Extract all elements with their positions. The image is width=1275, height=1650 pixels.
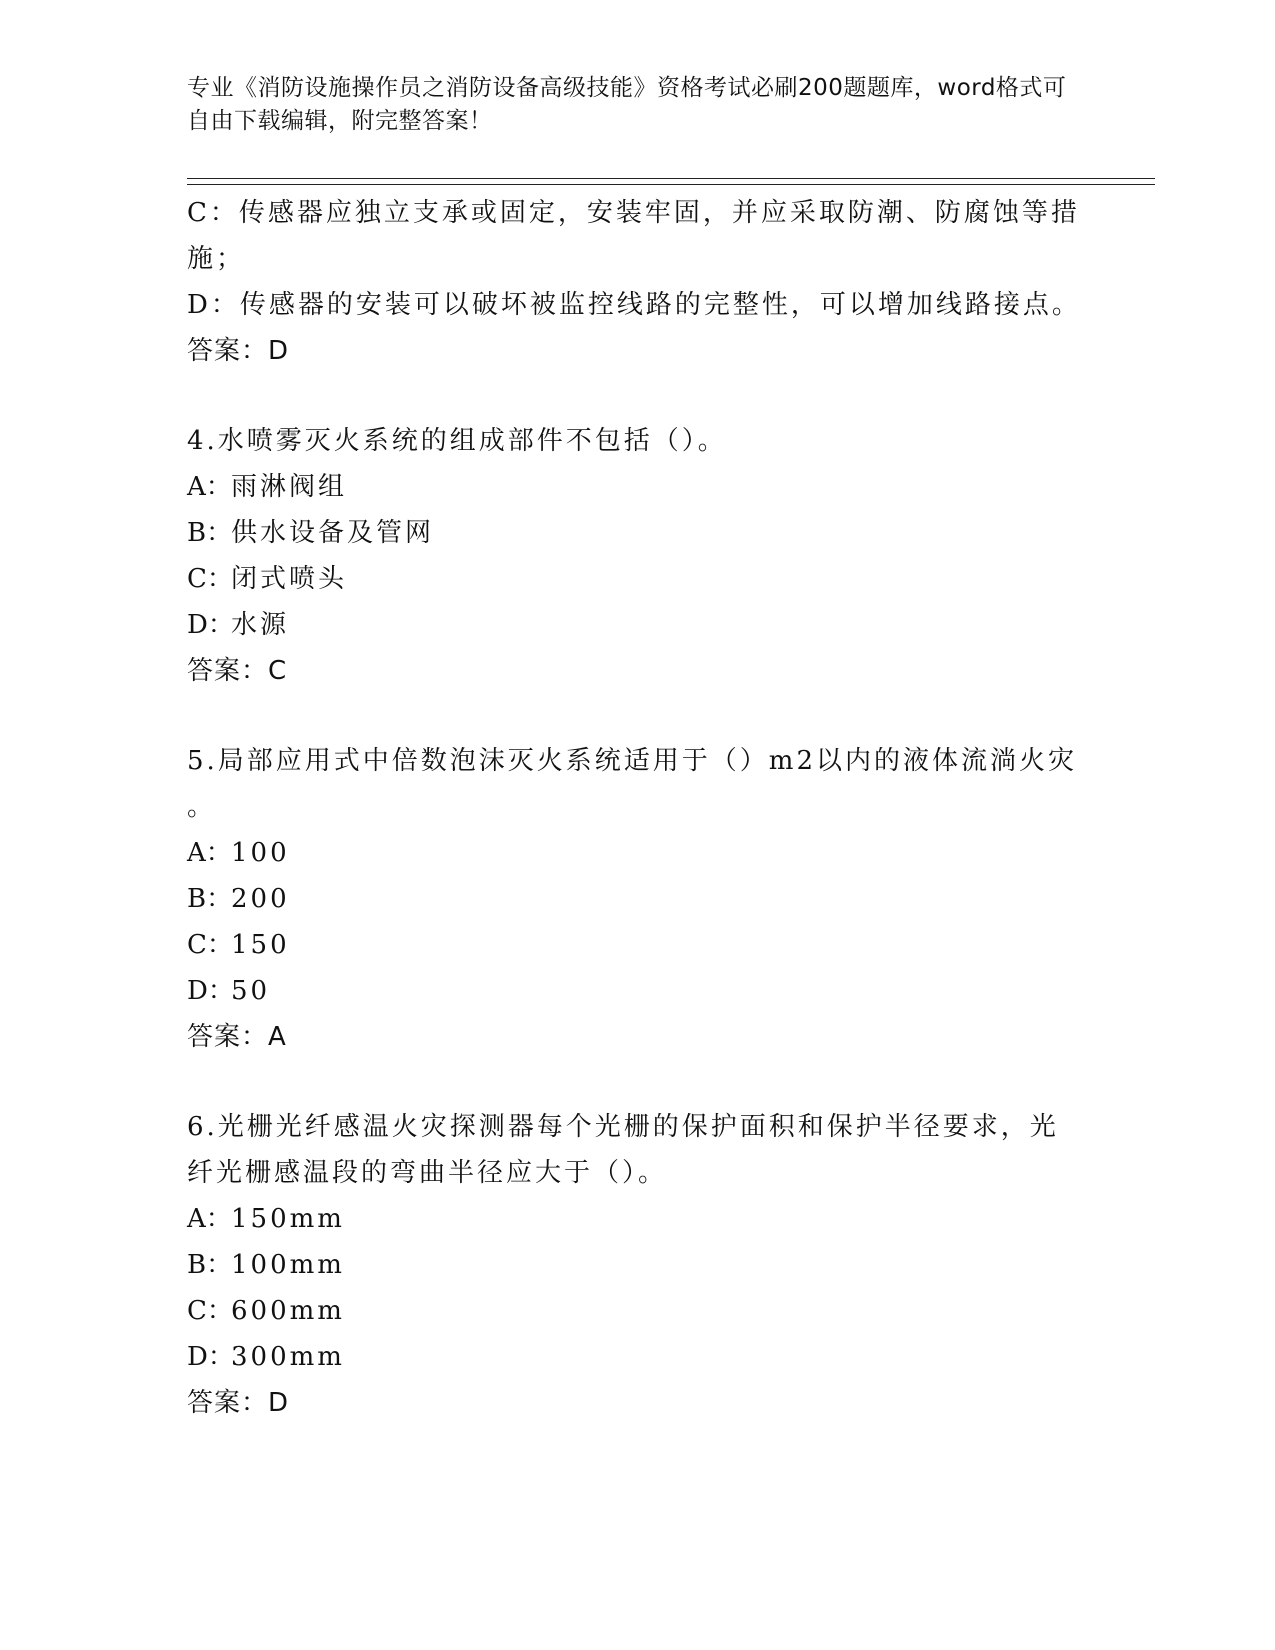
answer-line: 答案：D	[187, 336, 290, 366]
option-text: 雨淋阀组	[231, 472, 348, 502]
option-label: B：	[187, 884, 233, 914]
option-text: 300mm	[231, 1342, 345, 1372]
option-text: 50	[231, 976, 271, 1006]
question-stem: 5.局部应用式中倍数泡沫灭火系统适用于（）m2以内的液体流淌火灾	[187, 746, 1078, 776]
header-divider-bottom	[187, 184, 1155, 185]
answer-line: 答案：D	[187, 1388, 290, 1418]
option-a	[187, 464, 1087, 510]
option-d	[187, 968, 1087, 1014]
header-divider-top	[187, 178, 1155, 179]
option-b	[187, 876, 1087, 922]
option-label: B：	[187, 518, 233, 548]
option-d	[187, 1334, 1087, 1380]
option-a	[187, 1196, 1087, 1242]
option-d-line: D：传感器的安装可以破坏被监控线路的完整性，可以增加线路接点。	[187, 290, 1081, 320]
option-label: D：	[187, 976, 234, 1006]
document-header: 专业《消防设施操作员之消防设备高级技能》资格考试必刷200题题库，word格式可自由下载编辑，附完整答案！	[187, 75, 1067, 134]
option-c	[187, 922, 1087, 968]
option-text: 150mm	[231, 1204, 345, 1234]
option-text: 100	[231, 838, 290, 868]
option-b	[187, 1242, 1087, 1288]
question-6	[187, 1104, 1087, 1426]
option-text: 150	[231, 930, 290, 960]
question-stem: 4.水喷雾灭火系统的组成部件不包括（）。	[187, 426, 727, 456]
option-text: 闭式喷头	[231, 564, 348, 594]
option-label: C：	[187, 930, 233, 960]
option-b	[187, 510, 1087, 556]
answer-line: 答案：A	[187, 1022, 287, 1052]
option-c	[187, 1288, 1087, 1334]
question-stem-continuation: 纤光栅感温段的弯曲半径应大于（）。	[187, 1158, 668, 1188]
option-text: 600mm	[231, 1296, 345, 1326]
option-text: 水源	[231, 610, 290, 640]
option-c	[187, 556, 1087, 602]
option-c-continuation: 施；	[187, 244, 246, 274]
option-text: 100mm	[231, 1250, 345, 1280]
option-a	[187, 830, 1087, 876]
answer-line: 答案：C	[187, 656, 288, 686]
option-label: B：	[187, 1250, 233, 1280]
option-label: C：	[187, 1296, 233, 1326]
option-label: D：	[187, 610, 234, 640]
question-4	[187, 418, 1087, 694]
option-d	[187, 602, 1087, 648]
option-label: A：	[187, 1204, 232, 1234]
option-label: D：	[187, 1342, 234, 1372]
option-label: C：	[187, 564, 233, 594]
option-c-line: C：传感器应独立支承或固定，安装牢固，并应采取防潮、防腐蚀等措	[187, 198, 1080, 228]
question-stem-continuation: 。	[187, 792, 217, 822]
option-text: 200	[231, 884, 290, 914]
continued-question	[187, 190, 1087, 374]
option-label: A：	[187, 838, 232, 868]
question-5	[187, 738, 1087, 1060]
question-content	[187, 190, 1087, 1426]
question-stem: 6.光栅光纤感温火灾探测器每个光栅的保护面积和保护半径要求，光	[187, 1112, 1059, 1142]
option-text: 供水设备及管网	[231, 518, 435, 548]
option-label: A：	[187, 472, 232, 502]
